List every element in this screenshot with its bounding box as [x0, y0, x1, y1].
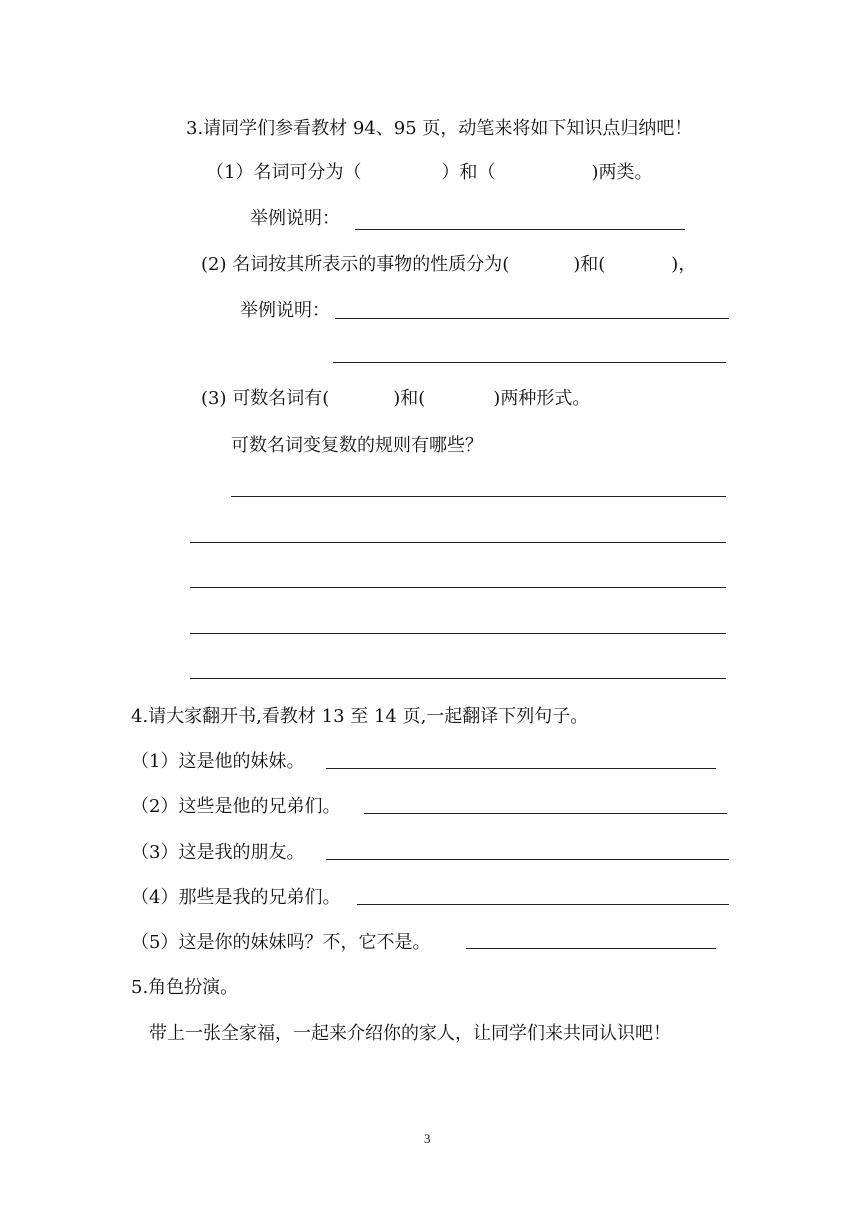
q3-answer-line-1[interactable]: [231, 496, 726, 497]
page-number: 3: [424, 1131, 431, 1146]
q4-item-3-line[interactable]: [326, 859, 729, 860]
q4-item-5-line[interactable]: [466, 948, 716, 949]
q3-answer-line-5[interactable]: [190, 678, 726, 679]
q3-answer-line-4[interactable]: [190, 633, 726, 634]
q4-item-1: （1）这是他的妹妹。: [131, 751, 305, 772]
q3-p2-example-line-1[interactable]: [335, 318, 729, 319]
q3-p3-part-c: )两种形式。: [493, 388, 591, 409]
q4-item-4-line[interactable]: [357, 904, 729, 905]
q3-p2: [201, 253, 696, 277]
q3-p1-part-a: （1）名词可分为（: [206, 162, 362, 183]
q5-text: 带上一张全家福，一起来介绍你的家人，让同学们来共同认识吧！: [149, 1023, 671, 1044]
q5-heading: 5.角色扮演。: [131, 977, 239, 998]
q3-p2-part-b: )和(: [573, 254, 606, 275]
q3-p3-part-a: (3) 可数名词有(: [201, 388, 330, 409]
q3-p1-part-c: )两类。: [591, 162, 653, 183]
q3-p3-part-b: )和(: [393, 388, 426, 409]
q4-item-2-line[interactable]: [364, 813, 727, 814]
q3-p2-part-a: (2) 名词按其所表示的事物的性质分为(: [201, 254, 510, 275]
q3-p1-example-line[interactable]: [355, 229, 685, 230]
q3-question: 可数名词变复数的规则有哪些？: [231, 435, 483, 456]
q3-p1-example-label: 举例说明：: [250, 208, 340, 229]
q4-item-3: （3）这是我的朋友。: [131, 842, 305, 863]
q4-item-4: （4）那些是我的兄弟们。: [131, 887, 341, 908]
q4-item-2: （2）这些是他的兄弟们。: [131, 796, 341, 817]
q3-p1: [206, 161, 652, 185]
q4-heading: 4.请大家翻开书,看教材 13 至 14 页,一起翻译下列句子。: [131, 706, 589, 727]
q4-item-5: （5）这是你的妹妹吗？不，它不是。: [131, 932, 431, 953]
q3-p2-example-label: 举例说明：: [240, 300, 330, 321]
q3-p2-example-line-2[interactable]: [333, 362, 726, 363]
q3-p2-part-c: )，: [671, 254, 697, 275]
q3-p1-part-b: ）和（: [441, 162, 496, 183]
q3-heading: 3.请同学们参看教材 94、95 页，动笔来将如下知识点归纳吧！: [186, 118, 693, 139]
q3-answer-line-3[interactable]: [190, 587, 726, 588]
q3-answer-line-2[interactable]: [190, 542, 726, 543]
q4-item-1-line[interactable]: [326, 768, 716, 769]
q3-p3: [201, 387, 590, 411]
